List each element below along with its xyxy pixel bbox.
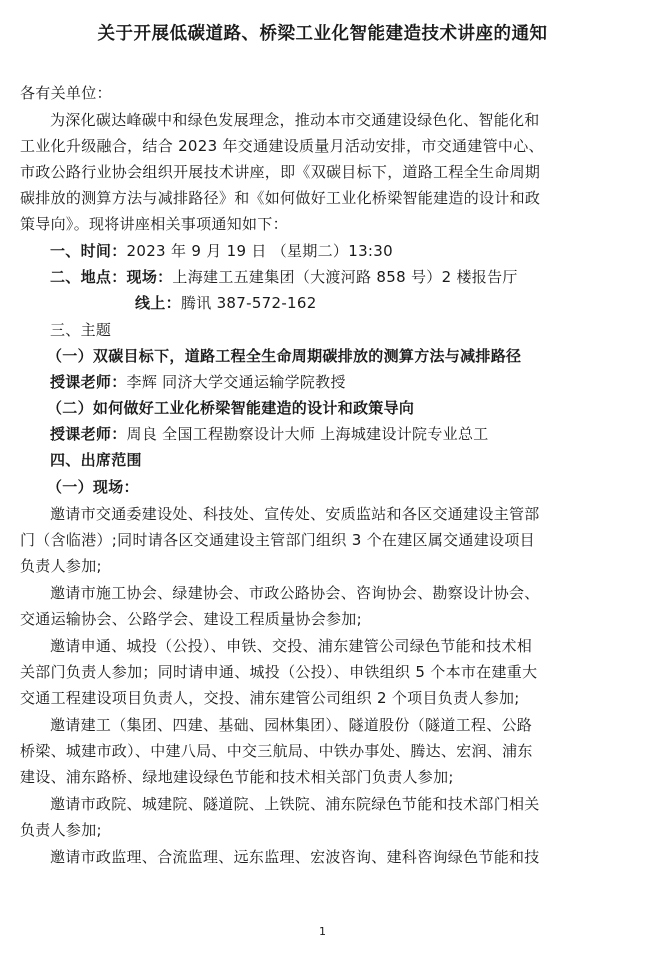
time-row bbox=[50, 240, 645, 262]
online-row bbox=[135, 292, 645, 314]
scope-line: 负责人参加; bbox=[20, 557, 102, 575]
time-label: 一、时间： bbox=[50, 242, 127, 260]
topic-2-teacher-row bbox=[50, 423, 645, 445]
scope-line: 交通工程建设项目负责人，交投、浦东建管公司组织 2 个项目负责人参加; bbox=[20, 689, 520, 707]
scope-line: 邀请市交通委建设处、科技处、宣传处、安质监站和各区交通建设主管部 bbox=[50, 505, 540, 523]
topics-heading: 三、主题 bbox=[50, 321, 112, 339]
scope-line: 桥梁、城建市政）、中建八局、中交三航局、中铁办事处、腾达、宏润、浦东 bbox=[20, 742, 533, 760]
scope-heading: 四、出席范围 bbox=[50, 451, 142, 469]
topic-1: （一）双碳目标下，道路工程全生命周期碳排放的测算方法与减排路径 bbox=[47, 347, 522, 365]
topic-2: （二）如何做好工业化桥梁智能建造的设计和政策导向 bbox=[47, 399, 415, 417]
document-title: 关于开展低碳道路、桥梁工业化智能建造技术讲座的通知 bbox=[97, 24, 548, 44]
salutation: 各有关单位： bbox=[20, 84, 112, 102]
scope-line: 建设、浦东路桥、绿地建设绿色节能和技术相关部门负责人参加; bbox=[20, 768, 454, 786]
teacher-value: 李辉 同济大学交通运输学院教授 bbox=[126, 373, 346, 391]
intro-line: 市政公路行业协会组织开展技术讲座，即《双碳目标下，道路工程全生命周期 bbox=[20, 163, 541, 181]
scope-line: 关部门负责人参加；同时请申通、城投（公投）、申铁组织 5 个本市在建重大 bbox=[20, 663, 538, 681]
topic-1-teacher-row bbox=[50, 371, 645, 393]
scope-line: 邀请市政监理、合流监理、远东监理、宏波咨询、建科咨询绿色节能和技 bbox=[50, 848, 540, 866]
scope-line: 邀请建工（集团、四建、基础、园林集团）、隧道股份（隧道工程、公路 bbox=[50, 716, 533, 734]
intro-line: 碳排放的测算方法与减排路径》和《如何做好工业化桥梁智能建造的设计和政 bbox=[20, 189, 541, 207]
scope-sub-onsite: （一）现场： bbox=[47, 478, 139, 496]
onsite-label: 现场： bbox=[126, 268, 173, 286]
teacher-value: 周良 全国工程勘察设计大师 上海城建设计院专业总工 bbox=[126, 425, 489, 443]
page-number: 1 bbox=[319, 925, 326, 938]
scope-line: 交通运输协会、公路学会、建设工程质量协会参加; bbox=[20, 610, 362, 628]
place-row bbox=[50, 266, 645, 288]
online-value: 腾讯 387-572-162 bbox=[180, 294, 317, 312]
scope-line: 负责人参加; bbox=[20, 821, 102, 839]
scope-line: 门（含临港）;同时请各区交通建设主管部门组织 3 个在建区属交通建设项目 bbox=[20, 531, 535, 549]
onsite-value: 上海建工五建集团（大渡河路 858 号）2 楼报告厅 bbox=[172, 268, 518, 286]
scope-line: 邀请市政院、城建院、隧道院、上铁院、浦东院绿色节能和技术部门相关 bbox=[50, 795, 540, 813]
intro-line: 工业化升级融合，结合 2023 年交通建设质量月活动安排，市交通建管中心、 bbox=[20, 137, 544, 155]
scope-line: 邀请市施工协会、绿建协会、市政公路协会、咨询协会、勘察设计协会、 bbox=[50, 584, 540, 602]
scope-line: 邀请申通、城投（公投）、申铁、交投、浦东建管公司绿色节能和技术相 bbox=[50, 637, 533, 655]
teacher-label: 授课老师： bbox=[50, 425, 127, 443]
intro-line: 为深化碳达峰碳中和绿色发展理念，推动本市交通建设绿色化、智能化和 bbox=[50, 111, 540, 129]
intro-line: 策导向》。现将讲座相关事项通知如下： bbox=[20, 215, 288, 233]
place-label: 二、地点： bbox=[50, 268, 127, 286]
time-value: 2023 年 9 月 19 日 （星期二）13:30 bbox=[126, 242, 393, 260]
teacher-label: 授课老师： bbox=[50, 373, 127, 391]
online-label: 线上： bbox=[135, 294, 181, 312]
